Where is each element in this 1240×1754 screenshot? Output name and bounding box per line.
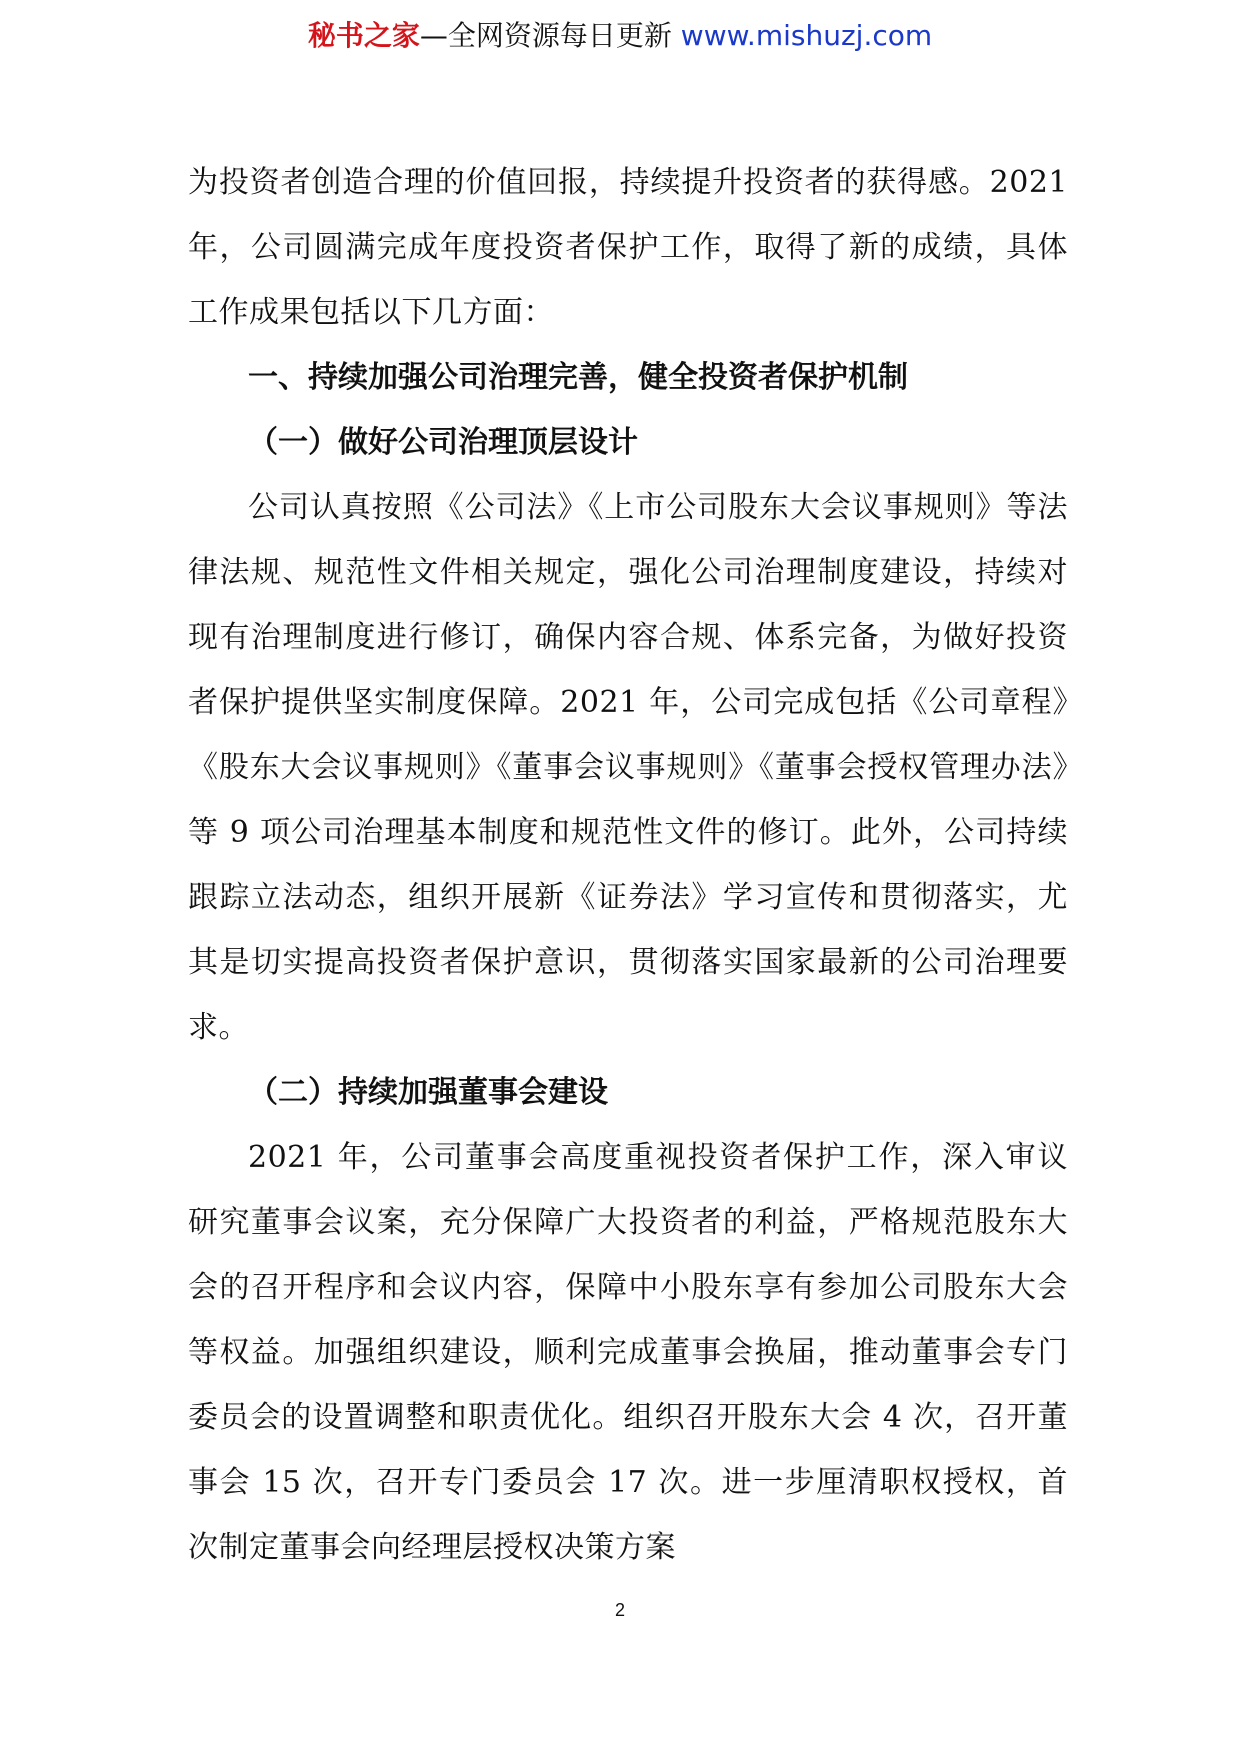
page-number: 2: [614, 1600, 625, 1620]
section-heading-1: 一、持续加强公司治理完善，健全投资者保护机制: [248, 360, 908, 395]
site-header: [0, 14, 1240, 58]
brand-name: 秘书之家: [307, 19, 420, 52]
subsection-heading-2: （二）持续加强董事会建设: [248, 1075, 608, 1110]
paragraph-governance: 公司认真按照《公司法》《上市公司股东大会议事规则》等法律法规、规范性文件相关规定，强化公司治理制度建设，持续对现有治理制度进行修订，确保内容合规、体系完备，为做好投资者保护提供坚实制度保障。2021 年，公司完成包括《公司章程》《股东大会议事规则》《董事会议事规则》《董事会授权管理办法》等 9 项公司治理基本制度和规范性文件的修订。此外，公司持续跟踪立法动态，组织开展新《证券法》学习宣传和贯彻落实，尤其是切实提高投资者保护意识，贯彻落实国家最新的公司治理要求。: [188, 490, 1068, 1045]
paragraph-intro: 为投资者创造合理的价值回报，持续提升投资者的获得感。2021 年，公司圆满完成年度投资者保护工作，取得了新的成绩，具体工作成果包括以下几方面：: [188, 165, 1068, 330]
site-link[interactable]: www.mishuzj.com: [680, 19, 933, 52]
subsection-heading-1: （一）做好公司治理顶层设计: [248, 425, 638, 460]
document-body: [188, 150, 1068, 1580]
header-tagline: —全网资源每日更新: [419, 19, 672, 52]
paragraph-board: 2021 年，公司董事会高度重视投资者保护工作，深入审议研究董事会议案，充分保障广大投资者的利益，严格规范股东大会的召开程序和会议内容，保障中小股东享有参加公司股东大会等权益。加强组织建设，顺利完成董事会换届，推动董事会专门委员会的设置调整和职责优化。组织召开股东大会 4 次，召开董事会 15 次，召开专门委员会 17 次。进一步厘清职权授权，首次制定董事会向经理层授权决策方案: [188, 1140, 1068, 1565]
